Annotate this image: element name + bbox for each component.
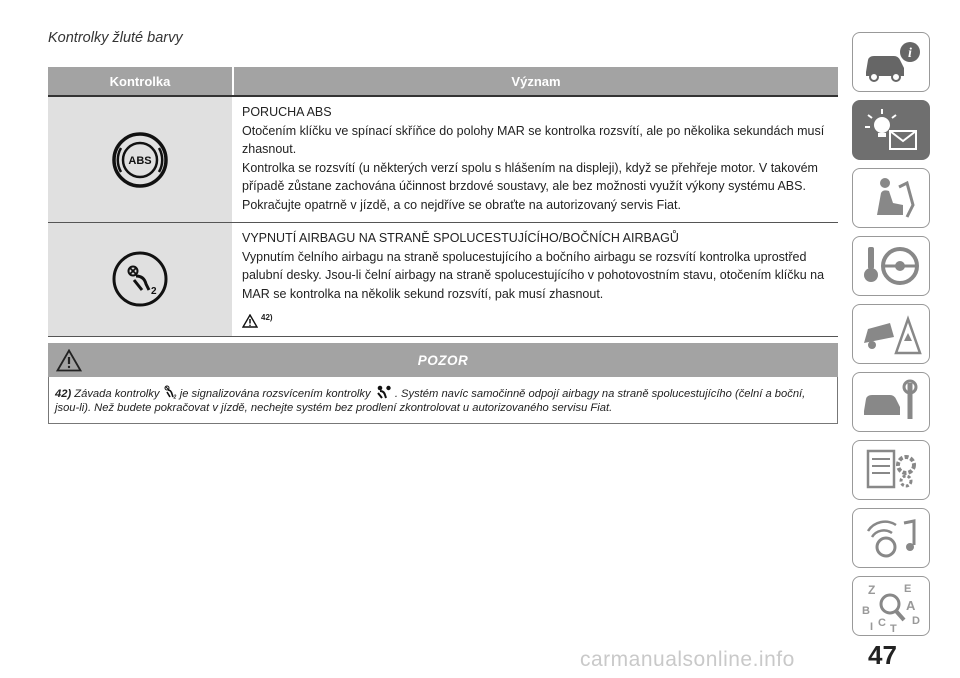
- airbag-warning-icon: [374, 385, 392, 399]
- warning-triangle-icon: [242, 314, 258, 328]
- car-info-icon: [860, 40, 922, 84]
- svg-text:C: C: [878, 617, 886, 629]
- tab-specifications[interactable]: [852, 440, 930, 500]
- warning-text: [48, 377, 838, 424]
- airbag-off-icon: [163, 385, 177, 399]
- row-title: PORUCHA ABS: [242, 105, 332, 119]
- tab-car-info[interactable]: [852, 32, 930, 92]
- car-accident-icon: [860, 311, 922, 357]
- svg-text:A: A: [906, 598, 916, 613]
- reference-number: 42): [261, 313, 273, 322]
- svg-text:B: B: [862, 605, 870, 617]
- warning-text-part: . Systém navíc samočinně odpojí airbagy na straně spolucestujícího (čelní a boční, jsou-li). Než budete pokračovat v jízdě, nechejte systém bez prodlení zkontrolovat u autorizovaného servisu Fiat.: [55, 388, 806, 414]
- abs-icon-label: ABS: [128, 154, 152, 167]
- airbag-off-icon: [48, 223, 232, 336]
- tab-emergency[interactable]: [852, 304, 930, 364]
- indicator-table: [48, 67, 838, 337]
- index-search-icon: [860, 580, 922, 632]
- header-vyznam: Význam: [232, 67, 838, 95]
- warning-box: [48, 343, 838, 424]
- table-row: [48, 95, 838, 223]
- warning-ref: 42): [55, 388, 72, 400]
- svg-text:I: I: [870, 621, 874, 632]
- tab-index[interactable]: [852, 576, 930, 636]
- warning-header: [48, 343, 838, 377]
- warning-text-part: Závada kontrolky: [74, 388, 160, 400]
- abs-warning-icon: [48, 97, 232, 222]
- tab-maintenance[interactable]: [852, 372, 930, 432]
- section-title: Kontrolky žluté barvy: [48, 30, 183, 46]
- seat-safety-icon: [863, 175, 919, 221]
- warning-reference[interactable]: [242, 309, 828, 328]
- steering-wheel-key-icon: [860, 243, 922, 289]
- row-paragraph: Kontrolka se rozsvítí (u některých verzí spolu s hlášením na displeji), když se přehřeje motor. V takovém případě zůstane zachována účinnost brzdové soustavy, ale bez možnosti využít výkony systému ABS. Pokračujte opatrně v jízdě, a co nejdříve se obraťte na autorizovaný servis Fiat.: [242, 160, 818, 212]
- svg-text:E: E: [904, 583, 912, 595]
- warning-lights-icon: [860, 107, 922, 153]
- table-header: [48, 67, 838, 95]
- svg-text:D: D: [912, 615, 920, 627]
- table-row: [48, 223, 838, 337]
- header-kontrolka: Kontrolka: [109, 73, 171, 89]
- abs-description: [232, 97, 838, 222]
- svg-text:T: T: [890, 623, 897, 632]
- multimedia-icon: [860, 515, 922, 561]
- airbag-description: [232, 223, 838, 336]
- specifications-gear-icon: [860, 447, 922, 493]
- warning-text-part: je signalizována rozsvícením kontrolky: [179, 388, 371, 400]
- svg-text:Z: Z: [868, 583, 876, 597]
- warning-title: POZOR: [417, 352, 469, 368]
- tab-multimedia[interactable]: [852, 508, 930, 568]
- watermark: carmanualsonline.info: [580, 648, 795, 671]
- row-title: VYPNUTÍ AIRBAGU NA STRANĚ SPOLUCESTUJÍCÍHO/BOČNÍCH AIRBAGŮ: [242, 231, 679, 245]
- row-paragraph: Vypnutím čelního airbagu na straně spolucestujícího a bočního airbagu se rozsvítí kontrolka uprostřed palubní desky. Jsou-li čelní airbagy na straně spolucestujícího v pohotovostním stavu, otočením klíčku na MAR se kontrolka na několik sekund rozsvítí, pak musí zhasnout.: [242, 249, 825, 301]
- warning-triangle-icon: [56, 349, 82, 372]
- svg-text:i: i: [908, 46, 912, 61]
- airbag-icon-label: 2: [151, 286, 157, 298]
- tab-warning-lights[interactable]: [852, 100, 930, 160]
- tab-seat-safety[interactable]: [852, 168, 930, 228]
- car-wrench-icon: [860, 379, 922, 425]
- row-paragraph: Otočením klíčku ve spínací skříňce do polohy MAR se kontrolka rozsvítí, ale po několika sekundách musí zhasnout.: [242, 123, 825, 156]
- chapter-tabs: [852, 32, 930, 644]
- svg-text:2: 2: [173, 394, 176, 399]
- tab-steering[interactable]: [852, 236, 930, 296]
- page-number: 47: [868, 640, 897, 670]
